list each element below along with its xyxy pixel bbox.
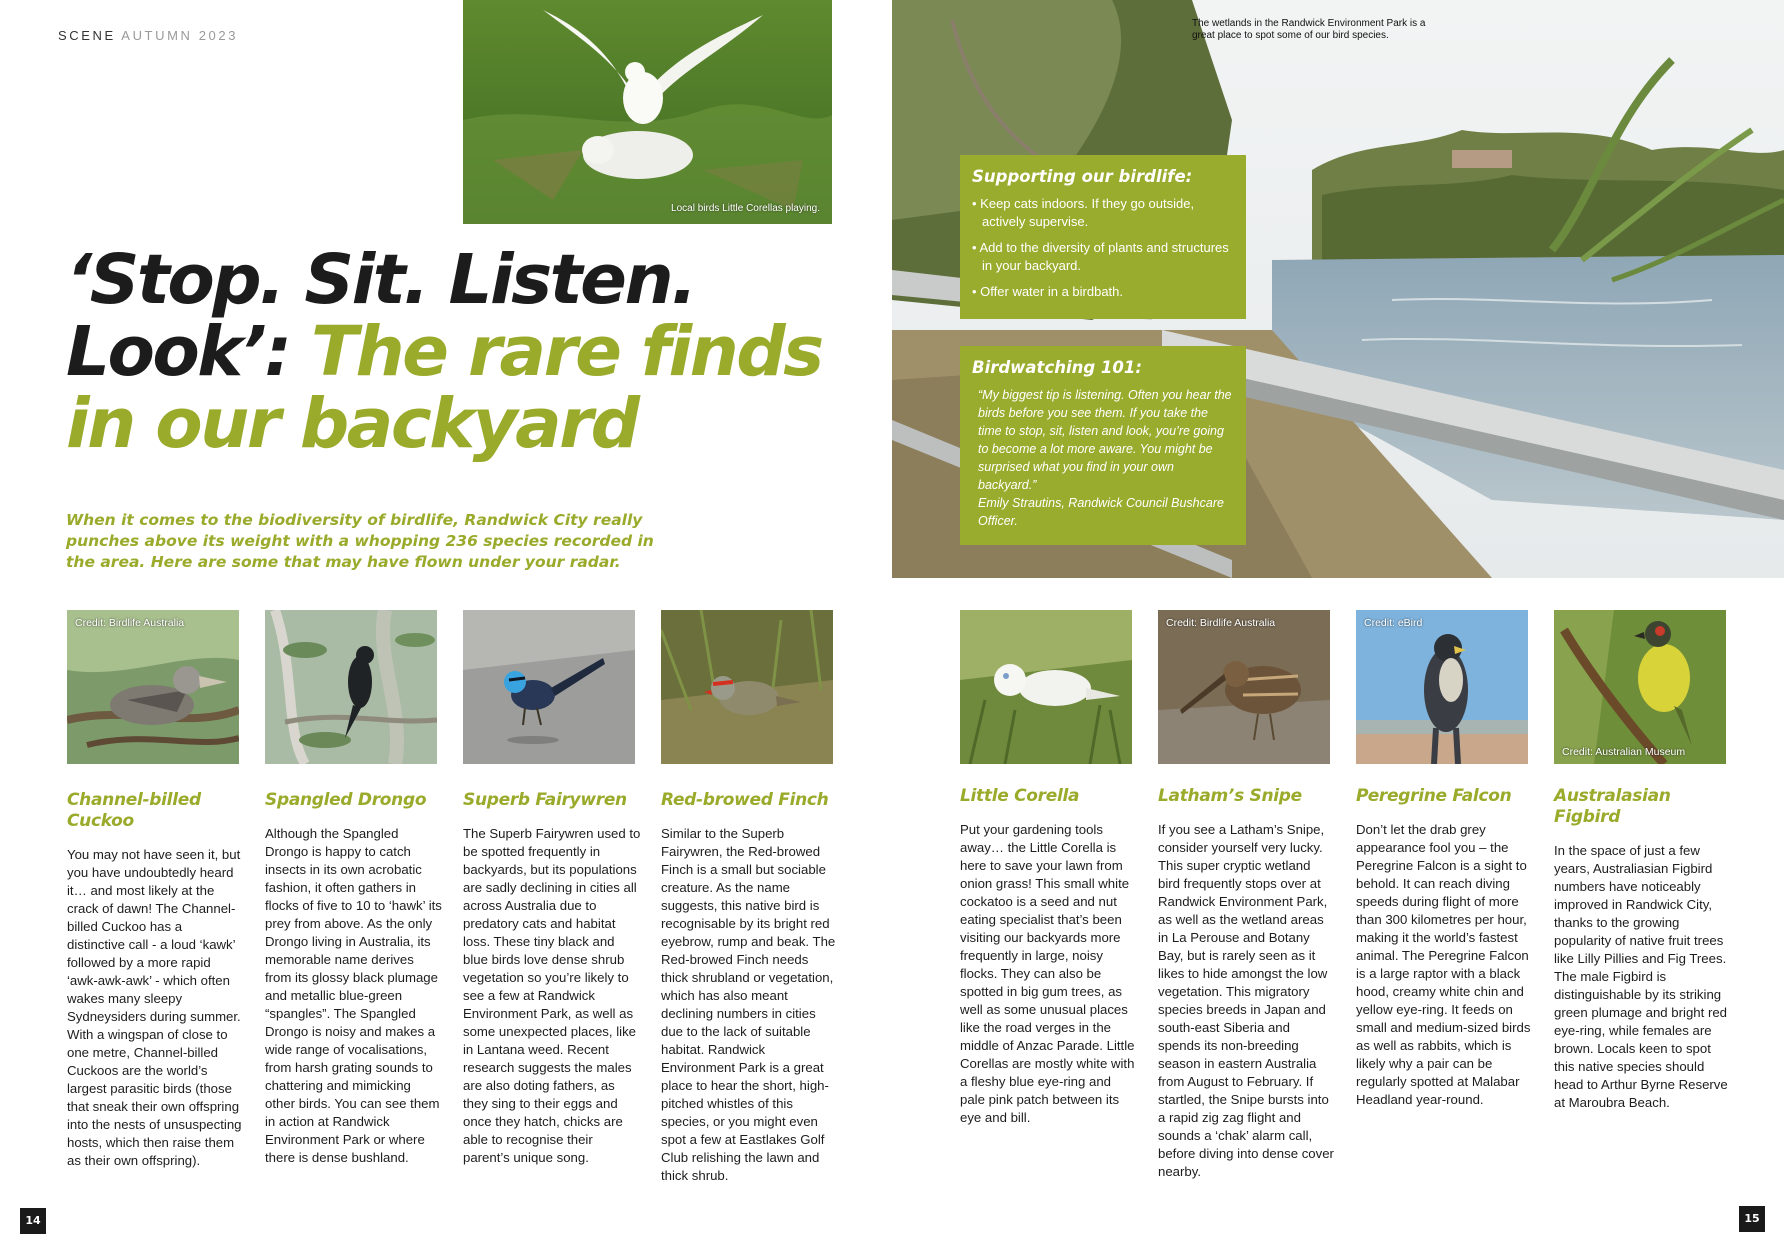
corellas-photo — [463, 0, 832, 224]
headline-line-3: in our backyard — [66, 384, 638, 464]
birdwatching-101-box — [960, 346, 1246, 545]
bird-name-superb-fairywren: Superb Fairywren — [463, 790, 627, 810]
bird-text-superb-fairywren: The Superb Fairywren used to be spotted frequently in backyards, but its populations are sadly declining in cities all across Australia due to predatory cats and habitat loss. These tiny black and blue birds love dense shrub vegetation so you’re likely to see a few at Randwick Environment Park, as well as some unexpected places, like in Lantana weed. Recent research suggests the males are also doting fathers, as they sing to their eggs and once they hatch, chicks are able to recognise their parent’s unique song. — [463, 826, 641, 1165]
red-browed-finch-photo — [661, 610, 833, 764]
supporting-birdlife-title: Supporting our birdlife: — [972, 167, 1193, 186]
magazine-name: SCENE — [58, 28, 116, 43]
bird-text-lathams-snipe: If you see a Latham’s Snipe, consider yourself very lucky. This super cryptic wetland bird frequently stops over at Randwick Environment Park, as well as the wetland areas in La Perouse and Botany Bay, but is rarely seen as it likes to hide amongst the low vegetation. This migratory species breeds in Japan and south-east Siberia and spends its non-breeding season in eastern Australia from August to February. If startled, the Snipe bursts into a rapid zig zag flight and sounds a ‘chak’ alarm call, before diving into dense cover nearby. — [1158, 822, 1334, 1179]
australasian-figbird-photo — [1554, 610, 1726, 764]
headline-line-2-green: The rare finds — [289, 312, 822, 392]
bird-name-lathams-snipe: Latham’s Snipe — [1158, 786, 1302, 806]
bird-text-peregrine-falcon: Don’t let the drab grey appearance fool you – the Peregrine Falcon is a sight to behold. It can reach diving speeds during flight of more than 300 kilometres per hour, making it the world’s fastest animal. The Peregrine Falcon is a large raptor with a black hood, creamy white chin and yellow eye-ring. It feeds on small and medium-sized birds as well as rabbits, which is likely why a pair can be regularly spotted at Malabar Headland year-round. — [1356, 822, 1531, 1107]
corellas-photo-caption: Local birds Little Corellas playing. — [671, 203, 820, 214]
issue-label: AUTUMN 2023 — [121, 28, 239, 43]
supporting-item: • Keep cats indoors. If they go outside, actively supervise. — [972, 195, 1232, 231]
wetland-photo-caption: The wetlands in the Randwick Environment Park is a great place to spot some of our bird species. — [1192, 18, 1426, 41]
lathams-snipe-photo — [1158, 610, 1330, 764]
left-running-head — [58, 28, 238, 43]
supporting-item: • Add to the diversity of plants and structures in your backyard. — [972, 239, 1232, 275]
bird-name-little-corella: Little Corella — [960, 786, 1080, 806]
peregrine-falcon-credit: Credit: eBird — [1364, 617, 1423, 629]
bird-name-peregrine-falcon: Peregrine Falcon — [1356, 786, 1512, 806]
bird-name-spangled-drongo: Spangled Drongo — [265, 790, 427, 810]
little-corella-photo — [960, 610, 1132, 764]
bird-name-channel-billed-cuckoo: Channel-billed Cuckoo — [67, 790, 201, 831]
peregrine-falcon-photo — [1356, 610, 1528, 764]
page-number-left: 14 — [20, 1208, 46, 1234]
bird-name-red-browed-finch: Red-browed Finch — [661, 790, 829, 810]
spangled-drongo-photo — [265, 610, 437, 764]
birdwatching-quote-author: Emily Strautins, Randwick Council Bushcare Officer. — [978, 496, 1224, 528]
australasian-figbird-credit: Credit: Australian Museum — [1562, 746, 1686, 758]
superb-fairywren-photo — [463, 610, 635, 764]
headline-line-1: ‘Stop. Sit. Listen. — [66, 240, 695, 320]
supporting-item: • Offer water in a birdbath. — [972, 283, 1232, 301]
article-intro: When it comes to the biodiversity of birdlife, Randwick City really punches above its weight with a whopping 236 species recorded in the area. Here are some that may have flown under your radar. — [66, 511, 654, 571]
birdwatching-title: Birdwatching 101: — [972, 358, 1142, 377]
bird-name-australasian-figbird: Australasian Figbird — [1554, 786, 1671, 827]
supporting-birdlife-box — [960, 155, 1246, 319]
bird-text-channel-billed-cuckoo: You may not have seen it, but you have undoubtedly heard it… and most likely at the crack of dawn! The Channel-billed Cuckoo has a distinctive call - a loud ‘kawk’ followed by a more rapid ‘awk-awk-awk’ - which often wakes many sleepy Sydneysiders during summer. With a wingspan of close to one metre, Channel-billed Cuckoos are the world’s largest parasitic birds (those that sneak their own offspring into the nests of unsuspecting hosts, which then raise them as their own offspring). — [67, 847, 242, 1168]
bird-text-spangled-drongo: Although the Spangled Drongo is happy to catch insects in its own acrobatic fashion, it often gathers in flocks of five to 10 to ‘hawk’ its prey from above. As the only Drongo living in Australia, its memorable name derives from its glossy black plumage and metallic blue-green “spangles”. The Spangled Drongo is noisy and makes a wide range of vocalisations, from harsh grating sounds to chattering and mimicking other birds. You can see them in action at Randwick Environment Park or where there is dense bushland. — [265, 826, 442, 1165]
page-number-right: 15 — [1739, 1206, 1765, 1232]
article-headline — [66, 240, 826, 464]
lathams-snipe-credit: Credit: Birdlife Australia — [1166, 617, 1276, 629]
birdwatching-quote: “My biggest tip is listening. Often you hear the birds before you see them. If you take the time to stop, sit, listen and look, you’re going to become a lot more aware. You might be surprised what you find in your own backyard.” — [978, 388, 1232, 492]
bird-text-little-corella: Put your gardening tools away… the Little Corella is here to save your lawn from onion grass! This small white cockatoo is a seed and nut eating specialist that’s been visiting our backyards more frequently in large, noisy flocks. They can also be spotted in big gum trees, as well as some unusual places like the road verges in the middle of Anzac Parade. Little Corellas are mostly white with a fleshy blue eye-ring and pale pink patch between its eye and bill. — [960, 822, 1135, 1125]
channel-billed-cuckoo-credit: Credit: Birdlife Australia — [75, 617, 185, 629]
headline-line-2-dark: Look’: — [66, 312, 290, 392]
bird-text-red-browed-finch: Similar to the Superb Fairywren, the Red-browed Finch is a small but sociable creature. As the name suggests, this native bird is recognisable by its bright red eyebrow, rump and beak. The Red-browed Finch needs thick shrubland or vegetation, which has also meant declining numbers in cities due to the lack of suitable habitat. Randwick Environment Park is a great place to hear the short, high-pitched whistles of this species, or you might even spot a few at Eastlakes Golf Club relishing the lawn and thick shrub. — [661, 826, 836, 1183]
channel-billed-cuckoo-photo — [67, 610, 239, 764]
supporting-birdlife-list — [972, 195, 1232, 301]
bird-text-australasian-figbird: In the space of just a few years, Australiasian Figbird numbers have noticeably improved in Randwick City, thanks to the growing popularity of native fruit trees like Lilly Pillies and Fig Trees. The male Figbird is distinguishable by its striking green plumage and bright red eye-ring, while females are brown. Locals keen to spot this native species should head to Arthur Byrne Reserve at Maroubra Beach. — [1554, 843, 1728, 1110]
